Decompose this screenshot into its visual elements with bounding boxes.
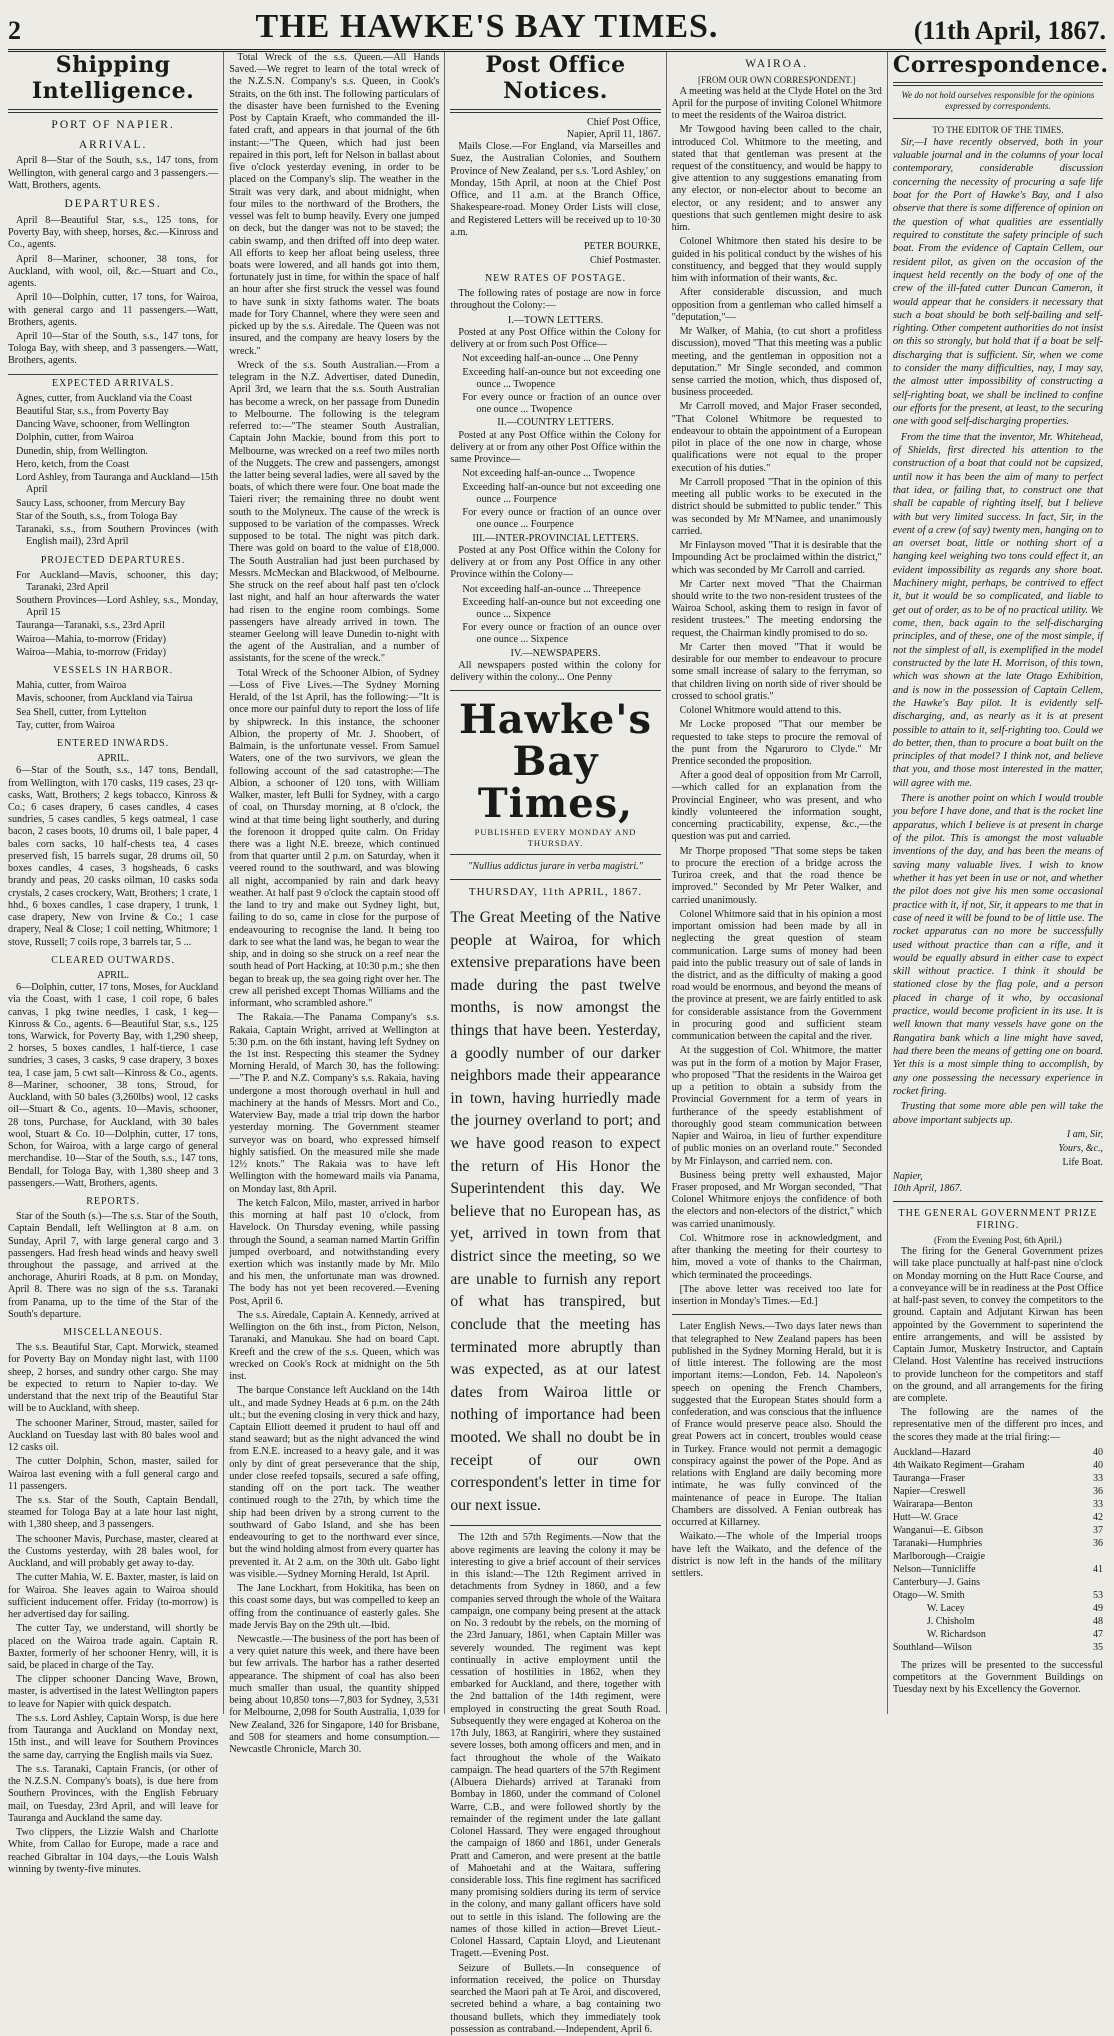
month-label: APRIL. <box>97 753 130 765</box>
prize-firing-heading: THE GENERAL GOVERNMENT PRIZE FIRING. <box>898 1208 1098 1232</box>
competitor-score: 37 <box>1093 1524 1104 1536</box>
rates-intro: The following rates of postage are now in force throughout the Colony:— <box>450 288 661 312</box>
publication-schedule: PUBLISHED EVERY MONDAY AND THURSDAY. <box>474 827 637 848</box>
editorial-lead: The Great Meeting of the Native people at Wairoa, for which extensive preparations have been made during the past twelve months, is now amongst the things that have been. Yesterday, a goodly number of our darker neighbors made their appearance in town, having hurriedly made the journey overland to port; and we have good reason to expect the return of His Honor the Superintendent this day. We believe that no European has, as yet, arrived in town from that district since the meeting, so we are unable to furnish any report of what has transpired, but conclude that the meeting has terminated more abruptly than was expected, as at our latest dates from Wairoa little or nothing of importance had been mooted. We shall no doubt be in receipt of our own correspondent's letter in time for our next issue. <box>450 908 661 1514</box>
misc-heading: MISCELLANEOUS. <box>63 1327 164 1339</box>
expected-item: Agnes, cutter, from Auckland via the Coast <box>16 392 193 404</box>
expected-item: Saucy Lass, schooner, from Mercury Bay <box>16 497 186 509</box>
score-row <box>893 1602 1103 1615</box>
wairoa-paragraph: [The above letter was received too late for insertion in Monday's Times.—Ed.] <box>671 1283 882 1308</box>
score-row <box>893 1537 1103 1550</box>
competitor-name: Marlborough—Craigie <box>892 1550 986 1562</box>
expected-item: Star of the South, s.s., from Tologa Bay <box>16 510 178 522</box>
misc-item: The cutter Dolphin, Schon, master, sailed for Wairoa last evening with a full general cargo and 11 passengers. <box>8 1456 219 1492</box>
town-letters-text: Posted at any Post Office within the Colony for delivery at or from such Post Office— <box>450 326 661 351</box>
competitor-score: 33 <box>1093 1472 1104 1484</box>
competitor-name: Wanganui—E. Gibson <box>892 1524 984 1536</box>
wairoa-paragraph: Mr Carroll moved, and Major Fraser seconded, "That Colonel Whitmore be requested to endeavour to obtain the appointment of a European pilot in place of the one now in charge, whose qualifications were not equal to the proper execution of his duties." <box>671 401 882 474</box>
inwards-entry: 6—Star of the South, s.s., 147 tons, Bendall, from Wellington, with 170 casks, 119 cases, 23 qr-casks, Watt, Brothers; 2 kegs tobacco, Kinross & Co.; 6 cases drapery, 6 cases candles, 4 cases sundries, 5 cases candles, 5 kegs oatmeal, 1 case bacon, 2 cases boots, 10 drums oil, 1 bale paper, 4 bales corn sacks, 10 half-chests tea, 4 cases preserved fish, 15 barrels sugar, 28 drums oil, 50 boxes candles, 4 cases, 3 hogsheads, 6 casks brandy and peas, 20 casks oilman, 10 casks soda crystals, 2 cases crockery, Watt, Brothers; 1 crate, 1 hhd., 6 boxes candles, 1 case drapery, 1 trunk, 1 case drapery, New von Irvine & Co.; 1 case drapery, Neal & Close; 1 coil netting, Whitmore; 1 stove, Russell; 7 coils rope, 3 barrels tar, 5 ... <box>8 765 219 948</box>
news-item: Waikato.—The whole of the Imperial troops have left the Waikato, and the defence of the district is now left in the hands of the military settlers. <box>671 1531 882 1580</box>
letter-address: TO THE EDITOR OF THE TIMES. <box>932 124 1064 135</box>
projected-item: Wairoa—Mahia, to-morrow (Friday) <box>16 646 166 658</box>
score-row <box>893 1628 1103 1641</box>
divider <box>893 1201 1103 1202</box>
news-item: Newcastle.—The business of the port has been of a very quiet nature this week, and there have been but few arrivals. The harbor has a rather deserted appearance. The shipment of coal has also been much smaller than usual, the quantity shipped being about 10,850 tons—7,803 for Sydney, 3,531 for Melbourne, 2,098 for South Australia, 1,039 for New Zealand, 326 for Singapore, 140 for Brisbane, and 508 for steamers and home consumption.—Newcastle Chronicle, March 30. <box>229 1634 440 1756</box>
wairoa-paragraph: Colonel Whitmore then stated his desire to be guided in his political conduct by the wishes of his constituency, and begged that they would supply him with information of their wants, &c. <box>671 236 882 285</box>
letter-closing: I am, Sir, <box>1066 1128 1104 1140</box>
competitor-name: 4th Waikato Regiment—Graham <box>892 1459 1025 1471</box>
score-row <box>893 1563 1103 1576</box>
wairoa-paragraph: A meeting was held at the Clyde Hotel on the 3rd April for the purpose of inviting Colonel Whitmore to meet the residents of the Wairoa district. <box>671 85 882 122</box>
rates-heading: NEW RATES OF POSTAGE. <box>484 273 627 285</box>
rate-line: Exceeding half-an-ounce but not exceeding one ounce ... Sixpence <box>462 596 661 620</box>
wairoa-paragraph: At the suggestion of Col. Whitmore, the matter was put in the form of a motion by Major Fraser, who proposed "That the residents in the Wairoa get up a petition to obtain a subsidy from the Provincial Government for a term of years in furtherance of the speedy establishment of thoroughly good steam communication between Napier and Wairoa, in lieu of further expenditure of public monies on an overland route." Seconded by Mr Finlayson, and carried nem. con. <box>671 1045 882 1167</box>
competitor-score: 47 <box>1093 1628 1104 1640</box>
score-row <box>893 1615 1103 1628</box>
mails-close-notice: Mails Close.—For England, via Marseilles and Suez, the Australian Colonies, and Southern Province of New Zealand, per s.s. 'Lord Ashley,' on Monday, 15th April, at noon at the Chief Post Office, and 11 a.m. at the Branch Office, Shakespeare-road. Money Order Lists will close, and Registered Letters will be received up to 10·30 a.m. <box>450 141 661 238</box>
rate-line: Not exceeding half-an-ounce ... Twopence <box>462 468 635 480</box>
rate-line: For every ounce or fraction of an ounce over one ounce ... Twopence <box>462 392 661 416</box>
projected-item: For Auckland—Mavis, schooner, this day; Taranaki, 23rd April <box>16 569 219 593</box>
column-editorial <box>444 52 665 2035</box>
expected-item: Beautiful Star, s.s., from Poverty Bay <box>16 405 169 417</box>
wairoa-paragraph: Mr Locke proposed "That our member be requested to take steps to procure the removal of the punt from the Ngaruroro to Clyde." Mr Prentice seconded the proposition. <box>671 719 882 768</box>
disclaimer: We do not hold ourselves responsible for the opinions expressed by correspondents. <box>901 90 1095 112</box>
wairoa-paragraph: Mr Carter next moved "That the Chairman should write to the two non-resident trustees of the Wairoa School, asking them to resign in favor of resident trustees." The meeting endorsing the request, the Chairman kindly promised to do so. <box>671 578 882 639</box>
departures-heading: DEPARTURES. <box>64 198 162 211</box>
news-item: The Jane Lockhart, from Hokitika, has been on this coast some days, but was compelled to keep an offing from the continuance of easterly gales. She made Jervis Bay on the 29th ult.—Ibid. <box>229 1583 440 1631</box>
wairoa-paragraph: Mr Carter then moved "That it would be desirable for our member to endeavour to procure some small increase of salary to the ferryman, so that children living on north side of river should be crossed to school gratis." <box>671 641 882 702</box>
newspapers-heading: IV.—NEWSPAPERS. <box>510 647 601 659</box>
expected-item: Taranaki, s.s., from Southern Provinces (with English mail), 23rd April <box>16 524 219 548</box>
competitor-score: 33 <box>1093 1498 1104 1510</box>
inter-letters-text: Posted at any Post Office within the Colony for delivery at or from any Post Office in any other Province within the Colony— <box>450 544 661 581</box>
departure-entry: April 8—Mariner, schooner, 38 tons, for Auckland, with wool, oil, &c.—Stuart and Co., agents. <box>8 253 219 290</box>
competitor-name: W. Richardson <box>926 1628 986 1640</box>
divider <box>450 109 660 113</box>
expected-item: Dunedin, ship, from Wellington. <box>16 445 148 457</box>
competitor-name: Canterbury—J. Gains <box>892 1576 981 1588</box>
misc-item: The s.s. Beautiful Star, Capt. Morwick, steamed for Poverty Bay on Monday night last, with 1100 sheep, 2 horses, and sundry other cargo. She may be expected to return to Napier to-day. We understand that the next trip of the Beautiful Star will be to Auckland, with sheep. <box>8 1342 219 1415</box>
departure-entry: April 8—Beautiful Star, s.s., 125 tons, for Poverty Bay, with sheep, horses, &c.—Kinross and Co., agents. <box>8 214 219 251</box>
postmaster-name: PETER BOURKE, <box>583 241 661 253</box>
newspapers-text: All newspapers posted within the colony for delivery within the colony... One Penny <box>450 659 661 684</box>
divider <box>450 1525 660 1526</box>
competitor-score: 41 <box>1093 1563 1104 1575</box>
report-entry: Star of the South (s.)—The s.s. Star of the South, Captain Bendall, left Wellington at 8 a.m. on Sunday, April 7, with large general cargo and 3 passengers. Had fresh head winds and heavy swell throughout the passage, and arrived at the anchorage, Ahuriri Roads, at 8 p.m. on Monday, April 8. There was no sign of the s.s. Taranaki from Panama, up to the time of the Star of the South's departure. <box>8 1211 219 1320</box>
projected-heading: PROJECTED DEPARTURES. <box>40 554 186 566</box>
wairoa-paragraph: Mr Thorpe proposed "That some steps be taken to procure the erection of a bridge across the Turiroa creek, and that the road thence be improved." Seconded by Mr Peter Walker, and carried unanimously. <box>671 845 882 906</box>
paper-name: THE HAWKE'S BAY TIMES. <box>255 8 719 45</box>
competitor-name: Tauranga—Fraser <box>892 1472 965 1484</box>
divider <box>450 854 660 855</box>
editorial-paragraph: The 12th and 57th Regiments.—Now that the above regiments are leaving the colony it may be interesting to give a brief account of their services in this island:—The 12th Regiment arrived in detachments from Sydney in 1860, and a few companies served through the whole of the Waitara campaign, one company being present at the attack on No. 3 redoubt by the rebels, on the morning of the 23rd January, 1861, when Captain Miller was severely wounded. The regiment was kept continually in active employment until the cessation of hostilities in 1862, when they embarked for Auckland, and there, together with the 2nd battalion of the 14th regiment, were employed in constructing the great South Road. Subsequently they were engaged at Koheroa on the 17th July, 1863, at Rangiriri, where they sustained severe losses, both among officers and men, and in fact throughout the whole of the Waikato campaign. The head quarters of the 57th Regiment (Albuera Diehards) arrived at Taranaki from Bombay in 1860, under the command of Colonel Warre, C.B., and were followed shortly by the remainder of the regiment under the late gallant Colonel Hassard. They were engaged throughout the campaign of 1860 and 1861, under Generals Pratt and Cameron, and were present at the battle of Mahoetahi and at the Waitara, suffering considerable loss. This fine regiment has sacrificed many promising soldiers during its term of service in the colony, and many gallant officers have sold out to settle in this island. The following are the names of those killed in action—Brevet Lieut.-Colonel Hassard, Captain Lloyd, and Lieutenant Tragett.—Evening Post. <box>450 1532 661 1960</box>
rate-line: Not exceeding half-an-ounce ... One Penny <box>462 353 639 365</box>
competitor-name: Otago—W. Smith <box>892 1589 965 1601</box>
score-row <box>893 1641 1103 1654</box>
competitor-score: 40 <box>1093 1459 1104 1471</box>
competitor-name: Taranaki—Humphries <box>892 1537 983 1549</box>
inter-letters-heading: III.—INTER-PROVINCIAL LETTERS. <box>472 532 639 544</box>
competitor-score: 49 <box>1093 1602 1104 1614</box>
competitor-name: Hutt—W. Grace <box>892 1511 958 1523</box>
news-item: Wreck of the s.s. South Australian.—From a telegram in the N.Z. Advertiser, dated Dunedin, April 3rd, we learn that the s.s. South Australian has become a wreck, on her passage from Dunedin to Melbourne. The following is the telegram referred to:—"The steamer South Australian, Captain John Mackie, bound from this port to Melbourne, was wrecked on a reef two miles north of the Nuggets. The crew and passengers, amongst the latter being several ladies, were all saved by the boats, of which there were four. One boat made the Taieri river; the remaining three no doubt went south to the Molyneux. The cause of the wreck is supposed to be variation of the compasses. Wreck supposed to be total. The night was pitch dark. There was gold on board to the value of £18,000. The South Australian had just been purchased by Messrs. McMeckan and Blackwood, of Melbourne. She struck on the reef about half past ten o'clock last night, and half an hour afterwards the water had risen to the engine room combings. Some passengers have already arrived in town. The steamer Geelong will leave Dunedin to-night with the agent of the Australian, and a number of assistants, for the scene of the wreck." <box>229 359 440 665</box>
competitor-name: Nelson—Tunnicliffe <box>892 1563 976 1575</box>
misc-item: The schooner Mavis, Purchase, master, cleared at the Customs yesterday, with 28 bales wool, for Auckland, and will probably get away to-day. <box>8 1533 219 1570</box>
news-item: Later English News.—Two days later news than that telegraphed to New Zealand papers has been published in the Sydney Morning Herald, but it is of little interest. The following are the most important items:—London, Feb. 14. Napoleon's speech on opening the French Chambers, suggested that the European States should form a confederation, and was conscious that the influence of France would preserve peace also. Should the great Powers act in concert, troubles would cease in Turkey. France would not permit a demagogic conspiracy against the power of the Pope. And as relations with England are daily becoming more intimate, he was fully convinced of the maintenance of peace in Europe. The Italian Chambers are dissolved. A Fenian outbreak has occurred at Killarney. <box>671 1321 882 1529</box>
misc-item: The clipper schooner Dancing Wave, Brown, master, is advertised in the latest Wellington papers to leave for Napier with quick despatch. <box>8 1674 219 1710</box>
wairoa-paragraph: Business being pretty well exhausted, Major Fraser proposed, and Mr Worgan seconded, "That Colonel Whitmore enjoys the confidence of both the electors and non-electors of the district," which was carried unanimously. <box>671 1169 882 1230</box>
expected-item: Hero, ketch, from the Coast <box>16 458 130 470</box>
news-item: The barque Constance left Auckland on the 14th ult., and made Sydney Heads at 6 p.m. on the 24th ult.; but the evening closing in very thick and hazy, Captain Elliott deemed it prudent to haul off and stand seaward; but as the night advanced the wind from E.N.E. increased to a heavy gale, and it was only by dint of great perseverance that the ship, under close reefed topsails, secured a safe offing, standing off on the port tack. The weather continued rough to the 27th, by which time the ship had been driven by a strong current to the southward of Gabo Island, and she has been endeavouring to get to the northward ever since, but the wind holding almost from every quarter has prevented it. At 2 a.m. on the 30th ult. Gabo light was visible.—Sydney Morning Herald, 1st April. <box>229 1385 440 1580</box>
rate-line: For every ounce or fraction of an ounce over one ounce ... Fourpence <box>462 507 661 531</box>
rate-line: Exceeding half-an-ounce but not exceeding one ounce ... Twopence <box>462 366 661 390</box>
shipping-heading: Shipping Intelligence. <box>31 52 195 105</box>
competitor-name: Southland—Wilson <box>892 1641 972 1653</box>
score-row <box>893 1446 1103 1459</box>
competitor-name: W. Lacey <box>926 1602 965 1614</box>
competitor-score: 36 <box>1093 1485 1104 1497</box>
outwards-heading: CLEARED OUTWARDS. <box>51 954 175 966</box>
divider <box>672 1314 882 1315</box>
wairoa-paragraph: Colonel Whitmore said that in his opinion a most important omission had been made by all in neglecting the great question of steam communication. Large sums of money had been paid into the public treasury out of sale of lands in the district, and as the difficulty of making a good road would be enormous, and beyond the means of the province at present, we are fairly entitled to ask for considerable assistance from the Government in procuring good and sufficient steam communication between the capital and the river. <box>671 908 882 1043</box>
score-row <box>893 1511 1103 1524</box>
score-row <box>893 1524 1103 1537</box>
misc-item: The s.s. Lord Ashley, Captain Worsp, is due here from Tauranga and Auckland on Monday next, 15th inst., and will leave for Southern Provinces the same day, carrying the English mails via Suez. <box>8 1712 219 1761</box>
wairoa-paragraph: Colonel Whitmore would attend to this. <box>679 705 842 717</box>
column-wrecks <box>223 52 444 1756</box>
score-row <box>893 1498 1103 1511</box>
columns <box>8 52 1109 2035</box>
vessels-heading: VESSELS IN HARBOR. <box>53 665 174 677</box>
prize-firing-closing: The prizes will be presented to the successful competitors at the Government Buildings on Tuesday next by his Excellency the Governor. <box>892 1659 1104 1696</box>
wairoa-paragraph: Mr Finlayson moved "That it is desirable that the Impounding Act be proclaimed within the district," which was seconded by Mr Carroll and carried. <box>671 540 882 576</box>
arrival-entry: April 8—Star of the South, s.s., 147 tons, from Wellington, with general cargo and 3 passengers.—Watt, Brothers, agents. <box>8 155 219 191</box>
arrival-heading: ARRIVAL. <box>78 138 148 151</box>
country-letters-heading: II.—COUNTRY LETTERS. <box>497 417 614 429</box>
competitor-name: Napier—Creswell <box>892 1485 966 1497</box>
country-letters-text: Posted at any Post Office within the Colony for delivery at or from any other Post Office within the same Province— <box>450 429 661 466</box>
letter-paragraph: Trusting that some more able pen will take the above important subjects up. <box>892 1101 1104 1126</box>
letter-paragraph: There is another point on which I would trouble you before I have done, and that is the rocket line apparatus, which I believe is at present in charge of the pilot. This is amongst the most valuable inventions of the day, and has been the means of saving many valuable lives. I wish to know whether it has yet been in use or not, and whether the pilot does not give his men some occasional practice with it, if not, Sir, it appears to me that in case of need it will be found to be of little use. The rocket apparatus can no more be successfully used without practice than can a rifle, and it would be equally absurd in either case to expect skill without practice. I think it should be stationed close by the flag pole, and a person placed in charge of it who, by occasional practice, would become proficient in its use. It is well known that many vessels have gone on the Rangatira bank which a line might have saved, had there been the means of getting one on board. Yet this is a most simple thing to accomplish, by any one possessing the necessary experience in rocket firing. <box>892 793 1104 1097</box>
letter-date: 10th April, 1867. <box>892 1183 963 1195</box>
column-correspondence <box>887 52 1108 1714</box>
news-item: Total Wreck of the Schooner Albion, of Sydney—Loss of Five Lives.—The Sydney Morning Herald, of the 1st April, has the following:—"It is once more our painful duty to report the loss of life by shipwreck. In this instance, the schooner Albion, the property of Mr. J. Shoobert, of Balmain, is the unfortunate vessel. From Samuel Waters, one of the two survivors, we glean the following account of the sad catastrophe:—The Albion, a schooner of 120 tons, with William Walker, master, left Bulli for Sydney, with a cargo of coal, on Thursday morning, at 8 o'clock, the wind at that time being light southerly, and during the forenoon it dropped quite calm. On Friday there was a light N.E. breeze, which continued from that quarter until 2 p.m. on Saturday, when it veered round to the southward, and was blowing all night, accompanied by rain and dark heavy weather. At half past 9 o'clock the captain stood off the land to try and make out Sydney light, but, failing to do so, came in close for the purpose of endeavouring to recognise the land. It being too dark to see what the land was, he began to wear the ship, and in doing so she struck on a reef near the south head of Port Hacking, at 10:30 p.m.; she then began to break up, the sea going right over her. The crew all perished except Thomas Williams and the informant, who scrambled ashore." <box>229 667 440 1010</box>
letter-paragraph: Sir,—I have recently observed, both in your valuable journal and in the columns of your local contemporary, considerable discussion concerning the necessity of procuring a safe life boat for the Port of Hawke's Bay, and I also observe that there is some difference of opinion on the question of what qualities are essentially required to constitute the safety principle of such boat. From the evidence of Captain Cellem, our resident pilot, as given on the occasion of the inquest held recently on the body of one of the crew of the ill-fated cutter Duncan Cameron, it would appear that he considers it necessary that such a boat should be both self-bailing and self-righting. Other competent authorities do not insist on this so strongly, but hold that if a boat be self-discharging that is sufficient. Sir, when we come to consider the many difficulties, nay, I may say, the almost utter impossibility of constructing a self-righting boat, we shall be inclined to confine our efforts for the present, at least, to the securing one with good self-discharging properties. <box>892 136 1104 428</box>
rate-line: Not exceeding half-an-ounce ... Threepence <box>462 583 641 595</box>
score-row <box>893 1485 1103 1498</box>
prize-firing-paragraph: The following are the names of the representative men of the different pro inces, and the scores they made at the trial firing:— <box>892 1407 1104 1443</box>
divider <box>893 82 1103 86</box>
paper-motto: "Nullius addictus jurare in verba magistri." <box>468 860 643 872</box>
projected-item: Southern Provinces—Lord Ashley, s.s., Monday, April 15 <box>16 594 219 619</box>
score-row <box>893 1459 1103 1472</box>
expected-item: Lord Ashley, from Tauranga and Auckland—15th April <box>16 472 219 496</box>
wairoa-paragraph: After considerable discussion, and much opposition from a gentleman who called himself a "deputation,"— <box>671 287 882 323</box>
competitor-name: Auckland—Hazard <box>892 1446 971 1458</box>
editorial-paragraph: Seizure of Bullets.—In consequence of information received, the police on Thursday searched the Maori pah at Te Aroi, and discovered, secreted behind a whare, a bag containing two thousand bullets, which they immediately took possession as contraband.—Independent, April 6. <box>450 1962 661 2035</box>
editorial-date: THURSDAY, 11th APRIL, 1867. <box>468 885 643 898</box>
wairoa-byline: [FROM OUR OWN CORRESPONDENT.] <box>698 74 856 85</box>
misc-item: The cutter Mahia, W. E. Baxter, master, is laid on for Wairoa. She leaves again to Wairoa should sufficient inducement offer. Friday (to-morrow) is her advertised day for sailing. <box>8 1572 219 1621</box>
inwards-heading: ENTERED INWARDS. <box>57 738 170 750</box>
wairoa-paragraph: Col. Whitmore rose in acknowledgment, and after thanking the meeting for their courtesy to him, moved a vote of thanks to the Chairman, which terminated the proceedings. <box>671 1232 882 1281</box>
letter-paragraph: From the time that the inventor, Mr. Whitehead, of Shields, first directed his attention to the construction of a boat that could not be capsized, until now it has been the aim of many to perfect that idea, or failing that, to construct one that shall be capable of righting itself, but I believe with but very limited success. In fact, Sir, in the event of a crew (of say) twenty men, hanging on to an overset boat, little or nothing short of a hanging keel weighing two tons could effect it, an evident impossibility as regards any shore boat. Machinery might, perhaps, be contrived to effect it, but it would be so complicated, and liable to get out of order, as to be of no practical utility. We come, then, back again to the self-discharging principles, and of these, one of the most simple, if not the simplest of all, is exemplified in the model constructed by the late H. Morrison, of this town, which was shown at the late Otago Exhibition, and is now in the possession of Captain Cellem, the Hawke's Bay pilot. It is evidently self-discharging, and, as nearly as it is at present possible to attain to it, self-righting too. Could we do better, then, than to procure a boat built on the principles of that model? I think not, and believe that you, and those most interested in the matter, will agree with me. <box>892 431 1104 789</box>
rate-line: Exceeding half-an-ounce but not exceeding one ounce ... Fourpence <box>462 481 661 505</box>
misc-item: Two clippers, the Lizzie Walsh and Charlotte White, from Callao for Europe, made a race and reached Gibraltar in 104 days,—the Louis Walsh winning by twenty-five minutes. <box>8 1827 219 1875</box>
wairoa-heading: WAIROA. <box>745 58 809 70</box>
issue-date: (11th April, 1867. <box>913 16 1106 45</box>
column-wairoa <box>666 52 887 1714</box>
divider <box>8 109 218 113</box>
vessel-item: Mavis, schooner, from Auckland via Tairua <box>16 693 193 705</box>
misc-item: The s.s. Star of the South, Captain Bendall, steamed for Tologa Bay at a late hour last night, with 1,380 sheep, and 3 passengers. <box>8 1494 219 1531</box>
letter-closing: Yours, &c., <box>1058 1142 1104 1154</box>
wairoa-paragraph: Mr Walker, of Mahia, (to cut short a profitless discussion), moved "That this meeting was a public meeting, and the gentleman in opposition not a deputation." Mr Single seconded, and common sense carried the motion, which, thus disposed of, business proceeded. <box>671 326 882 399</box>
competitor-name: Wairarapa—Benton <box>892 1498 973 1510</box>
news-item: Total Wreck of the s.s. Queen.—All Hands Saved.—We regret to learn of the total wreck of the N.Z.S.N. Company's s.s. Queen, in Cook's Straits, on the 6th inst. The following particulars of the disaster have been furnished to the Evening Post by Captain Kraeft, who commanded the ill-fated craft, and appears in that journal of the 6th instant:—"The Queen, which had just been repaired in this port, left for Nelson in ballast about five o'clock yesterday evening, in order to be placed on the Company's slip. The weather in the Strait was very dark, and about midnight, when four miles to the northward of the Brothers, the vessel was felt to bump heavily. Every one jumped on deck, but the danger was not to be staved; the cabin swamp, and then drifted off into deep water. All efforts to keep her afloat being useless, three boats were lowered, and all hands got into them, fortunately just in time, for within the space of half an hour after she first struck the vessel was found to have sunk in sixty fathoms water. The boats made for Tory Channel, where they were seen and picked up by the s.s. Airedale. The Queen was not insured, and the company are heavy losers by the wreck." <box>229 52 440 357</box>
port-heading: PORT OF NAPIER. <box>51 118 175 131</box>
expected-heading: EXPECTED ARRIVALS. <box>8 374 218 390</box>
page-number: 2 <box>8 16 21 45</box>
post-office-address: Chief Post Office, <box>586 116 661 128</box>
wairoa-paragraph: Mr Towgood having been called to the chair, introduced Col. Whitmore to the meeting, and stated that that gentleman was present at the request of the constituency, and would be happy to give attention to any suggestions emanating from any elector, or non-elector about to become an elector, or any resident; and to answer any questions that such gentlemen might desire to ask him. <box>671 124 882 234</box>
post-office-date: Napier, April 11, 1867. <box>566 129 661 141</box>
competitor-score: 48 <box>1093 1615 1104 1627</box>
projected-item: Wairoa—Mahia, to-morrow (Friday) <box>16 633 166 645</box>
paper-title: Hawke's Bay Times, <box>458 696 653 828</box>
month-label: APRIL. <box>97 969 130 981</box>
letter-signature: Life Boat. <box>1062 1156 1104 1168</box>
competitor-score: 40 <box>1093 1446 1104 1458</box>
misc-item: The s.s. Taranaki, Captain Francis, (or other of the N.Z.S.N. Company's boats), is due here from Southern Provinces, with the English February mail, on Tuesday, 23rd April, and will leave for Tauranga and Auckland the same day. <box>8 1763 219 1824</box>
score-row <box>893 1589 1103 1602</box>
reports-heading: REPORTS. <box>86 1196 140 1208</box>
departure-entry: April 10—Star of the South, s.s., 147 tons, for Tologa Bay, with sheep, and 3 passengers.—Watt, Brothers, agents. <box>8 330 219 367</box>
score-row <box>893 1576 1103 1589</box>
news-item: The s.s. Airedale, Captain A. Kennedy, arrived at Wellington on the 6th inst., from Picton, Nelson, Taranaki, and Manukau. She had on board Capt. Kreeft and the crew of the s.s. Queen, which was wrecked on Cook's Rock at midnight on the 5th inst. <box>229 1309 440 1383</box>
postmaster-title: Chief Postmaster. <box>590 255 661 267</box>
masthead <box>8 6 1106 52</box>
misc-item: The schooner Mariner, Stroud, master, sailed for Auckland on Tuesday last with 80 bales wool and 12 casks oil. <box>8 1417 219 1454</box>
competitor-score: 36 <box>1093 1537 1104 1549</box>
divider <box>893 118 1103 119</box>
news-item: The Rakaia.—The Panama Company's s.s. Rakaia, Captain Wright, arrived at Wellington at 5:30 p.m. on the 6th instant, having left Sydney on the 1st inst. Respecting this steamer the Sydney Morning Herald, of March 30, has the following:—"The P. and N.Z. Company's s.s. Rakaia, having undergone a most thorough overhaul in hull and machinery at the hands of Messrs. Mort and Co., Waterview Bay, made a trial trip down the harbor yesterday morning. The Government steamer surveyor was on board, who expressed himself highly satisfied. On the measured mile she made 12½ knots." The Rakaia was to have left Wellington with the homeward mails via Panama, on Monday last, 8th April. <box>229 1012 440 1195</box>
letter-place: Napier, <box>892 1170 923 1182</box>
competitor-name: J. Chisholm <box>926 1615 975 1627</box>
competitor-score: 42 <box>1093 1511 1104 1523</box>
rate-line: For every ounce or fraction of an ounce over one ounce ... Sixpence <box>462 622 661 646</box>
prize-firing-source: (From the Evening Post, 6th April.) <box>934 1235 1062 1246</box>
projected-item: Tauranga—Taranaki, s.s., 23rd April <box>16 620 165 632</box>
outwards-entry: 6—Dolphin, cutter, 17 tons, Moses, for Auckland via the Coast, with 1 case, 1 coil rope, 6 bales canvas, 1 pkg twine needles, 1 cask, 1 keg—Kinross & Co., agents. 6—Beautiful Star, s.s., 125 tons, Warwick, for Poverty Bay, with 1,290 sheep, 2 horses, 5 boxes candles, 1 half-tierce, 1 case sundries, 3 cases, 3 casks, 9 case drapery, 3 boxes tea, 1 case jam, 5 cwt salt—Kinross & Co., agents. 8—Mariner, schooner, 38 tons, Stroud, for Auckland, with 50 bales (3,260lbs) wool, 12 casks oil—Stuart & Co., agents. 10—Mavis, schooner, 28 tons, Purchase, for Auckland, with 30 bales wool, Stuart & Co. 10—Dolphin, cutter, 17 tons, Schon, for Wairoa, with a large cargo of general merchandise. 10—Star of the South, s.s., 147 tons, Bendall, for Tologa Bay, with 1,380 sheep and 3 passengers.—Watt, Brothers, agents. <box>8 982 219 1189</box>
score-row <box>893 1472 1103 1485</box>
vessel-item: Mahia, cutter, from Wairoa <box>16 680 127 692</box>
score-row <box>893 1550 1103 1563</box>
vessel-item: Sea Shell, cutter, from Lyttelton <box>16 706 147 718</box>
misc-item: The cutter Tay, we understand, will shortly be placed on the Wairoa trade again. Captain R. Baxter, formerly of her schooner Henry, will, it is said, be placed in charge of the Tay. <box>8 1623 219 1672</box>
departure-entry: April 10—Dolphin, cutter, 17 tons, for Wairoa, with general cargo and 11 passengers.—Watt, Brothers, agents. <box>8 292 219 328</box>
wairoa-paragraph: Mr Carroll proposed "That in the opinion of this meeting all public works to be executed in the district should be submitted to public tender." This was seconded by Mr M'Namee, and unanimously carried. <box>671 476 882 537</box>
divider <box>450 879 660 880</box>
vessel-item: Tay, cutter, from Wairoa <box>16 719 115 731</box>
competitor-score: 53 <box>1093 1589 1104 1601</box>
expected-item: Dolphin, cutter, from Wairoa <box>16 432 134 444</box>
news-item: The ketch Falcon, Milo, master, arrived in harbor this morning at half past 10 o'clock, from Havelock. On Thursday evening, while passing through the Sound, a seaman named Martin Griffin jumped overboard, and notwithstanding every exertion which was instantly made by Mr. Milo and his men, the unfortunate man was drowned. The body has not yet been recovered.—Evening Post, April 6. <box>229 1197 440 1307</box>
prize-firing-paragraph: The firing for the General Government prizes will take place punctually at half-past nine o'clock on Monday morning on the Hutt Race Course, and a conveyance will be in readiness at the Post Office at half-past seven, to convey the competitors to the ground. Captain and Adjutant Kirwan has been appointed by the Government to superintend the entire arrangements, and will be assisted by Captain Jumor, Musketry Instructor, and Captain Cleland. Host Valentine has received instructions to provide luncheon for the competitors and staff on the ground, and all arrangements for the firing are complete. <box>892 1246 1104 1404</box>
column-shipping <box>8 52 223 1875</box>
post-office-heading: Post Office Notices. <box>485 52 626 105</box>
competitor-score: 35 <box>1093 1641 1104 1653</box>
correspondence-heading: Correspondence. <box>892 52 1109 78</box>
wairoa-paragraph: After a good deal of opposition from Mr Carroll,—which called for an explanation from the Provincial Engineer, who was present, and who kindly volunteered the information sought, concerning practicability, expense, &c.,—the question was put and carried. <box>671 770 882 843</box>
expected-item: Dancing Wave, schooner, from Wellington <box>16 419 190 431</box>
divider <box>450 690 660 691</box>
score-table <box>893 1446 1103 1654</box>
town-letters-heading: I.—TOWN LETTERS. <box>507 314 604 326</box>
